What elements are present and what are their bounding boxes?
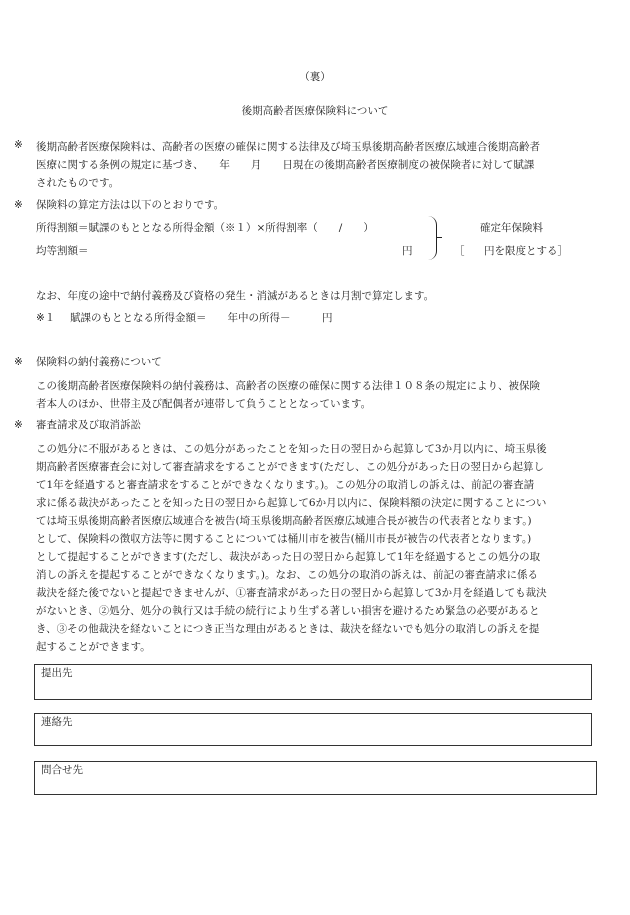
appeal-line: て1年を経過すると審査請求をすることができなくなります。)。この処分の取消しの訴えは、前記の審査請 xyxy=(36,479,535,491)
appeal-paragraph xyxy=(36,440,547,656)
contact-box-label: 連絡先 xyxy=(41,716,73,728)
appeal-line: 求に係る裁決があったことを知った日の翌日から起算して6か月以内に、保険料額の決定に関することについ xyxy=(36,497,547,509)
appeal-line: 起することができます。 xyxy=(36,641,151,653)
duty-line: 者本人のほか、世帯主及び配偶者が連帯して負うこととなっています。 xyxy=(36,398,372,410)
duty-paragraph xyxy=(36,377,540,413)
basis-line: 後期高齢者医療保険料は、高齢者の医療の確保に関する法律及び埼玉県後期高齢者医療広域連合後期高齢者 xyxy=(36,141,540,153)
inquiry-box-label: 問合せ先 xyxy=(41,764,83,776)
income-formula: 所得割額＝賦課のもととなる所得金額（※１）×所得割率（ / ） xyxy=(36,222,374,234)
inquiry-box xyxy=(34,761,597,795)
contact-box xyxy=(34,713,592,746)
limit-open: ［ xyxy=(454,245,465,257)
brace-icon xyxy=(428,216,437,260)
basis-line: されたものです。 xyxy=(36,177,120,189)
duty-heading: 保険料の納付義務について xyxy=(36,356,162,368)
calc-heading: 保険料の算定方法は以下のとおりです。 xyxy=(36,199,225,211)
basis-line: 医療に関する条例の規定に基づき、 年 月 日現在の後期高齢者医療制度の被保険者に対して賦課 xyxy=(36,159,535,171)
duty-line: この後期高齢者医療保険料の納付義務は、高齢者の医療の確保に関する法律１０８条の規定により、被保険 xyxy=(36,380,540,392)
appeal-line: がないとき、②処分、処分の執行又は手続の続行により生ずる著しい損害を避けるため緊急の必要があると xyxy=(36,605,540,617)
basis-paragraph xyxy=(36,138,540,192)
appeal-line: ては埼玉県後期高齢者医療広域連合を被告(埼玉県後期高齢者医療広域連合長が被告の代表者となります。) xyxy=(36,515,532,527)
appeal-line: として、保険料の徴収方法等に関することについては桶川市を被告(桶川市長が被告の代表者となります。) xyxy=(36,533,532,545)
page-side-label: （裏） xyxy=(299,71,331,83)
submit-box xyxy=(34,664,592,700)
footnote-text: 賦課のもととなる所得金額＝ 年中の所得－ 円 xyxy=(70,312,333,324)
appeal-heading: 審査請求及び取消訴訟 xyxy=(36,419,141,431)
appeal-line: 期高齢者医療審査会に対して審査請求をすることができます(ただし、この処分があった日の翌日から起算し xyxy=(36,461,544,473)
equal-yen: 円 xyxy=(402,245,413,257)
appeal-mark: ※ xyxy=(14,419,23,431)
basis-mark: ※ xyxy=(14,139,23,151)
calc-note: なお、年度の途中で納付義務及び資格の発生・消滅があるときは月割で算定します。 xyxy=(36,290,435,302)
appeal-line: 裁決を経た後でないと提起できませんが、①審査請求があった日の翌日から起算して3か月を経過しても裁決 xyxy=(36,587,547,599)
appeal-line: として提起することができます(ただし、裁決があった日の翌日から起算して1年を経過するとこの処分の取 xyxy=(36,551,541,563)
appeal-line: この処分に不服があるときは、この処分があったことを知った日の翌日から起算して3か月以内に、埼玉県後 xyxy=(36,443,547,455)
appeal-line: 消しの訴えを提起することができなくなります。)。なお、この処分の取消の訴えは、前記の審査請求に係る xyxy=(36,569,539,581)
duty-mark: ※ xyxy=(14,356,23,368)
footnote-label: ※１ xyxy=(36,312,56,324)
limit-text: 円を限度とする］ xyxy=(484,245,568,257)
page-title: 後期高齢者医療保険料について xyxy=(241,105,389,117)
equal-formula: 均等割額＝ xyxy=(36,245,89,257)
appeal-line: き、③その他裁決を経ないことにつき正当な理由があるときは、裁決を経ないでも処分の取消しの訴えを提 xyxy=(36,623,540,635)
submit-box-label: 提出先 xyxy=(41,667,73,679)
calc-mark: ※ xyxy=(14,199,23,211)
result-label: 確定年保険料 xyxy=(480,222,543,234)
brace-tip-icon xyxy=(436,237,442,238)
